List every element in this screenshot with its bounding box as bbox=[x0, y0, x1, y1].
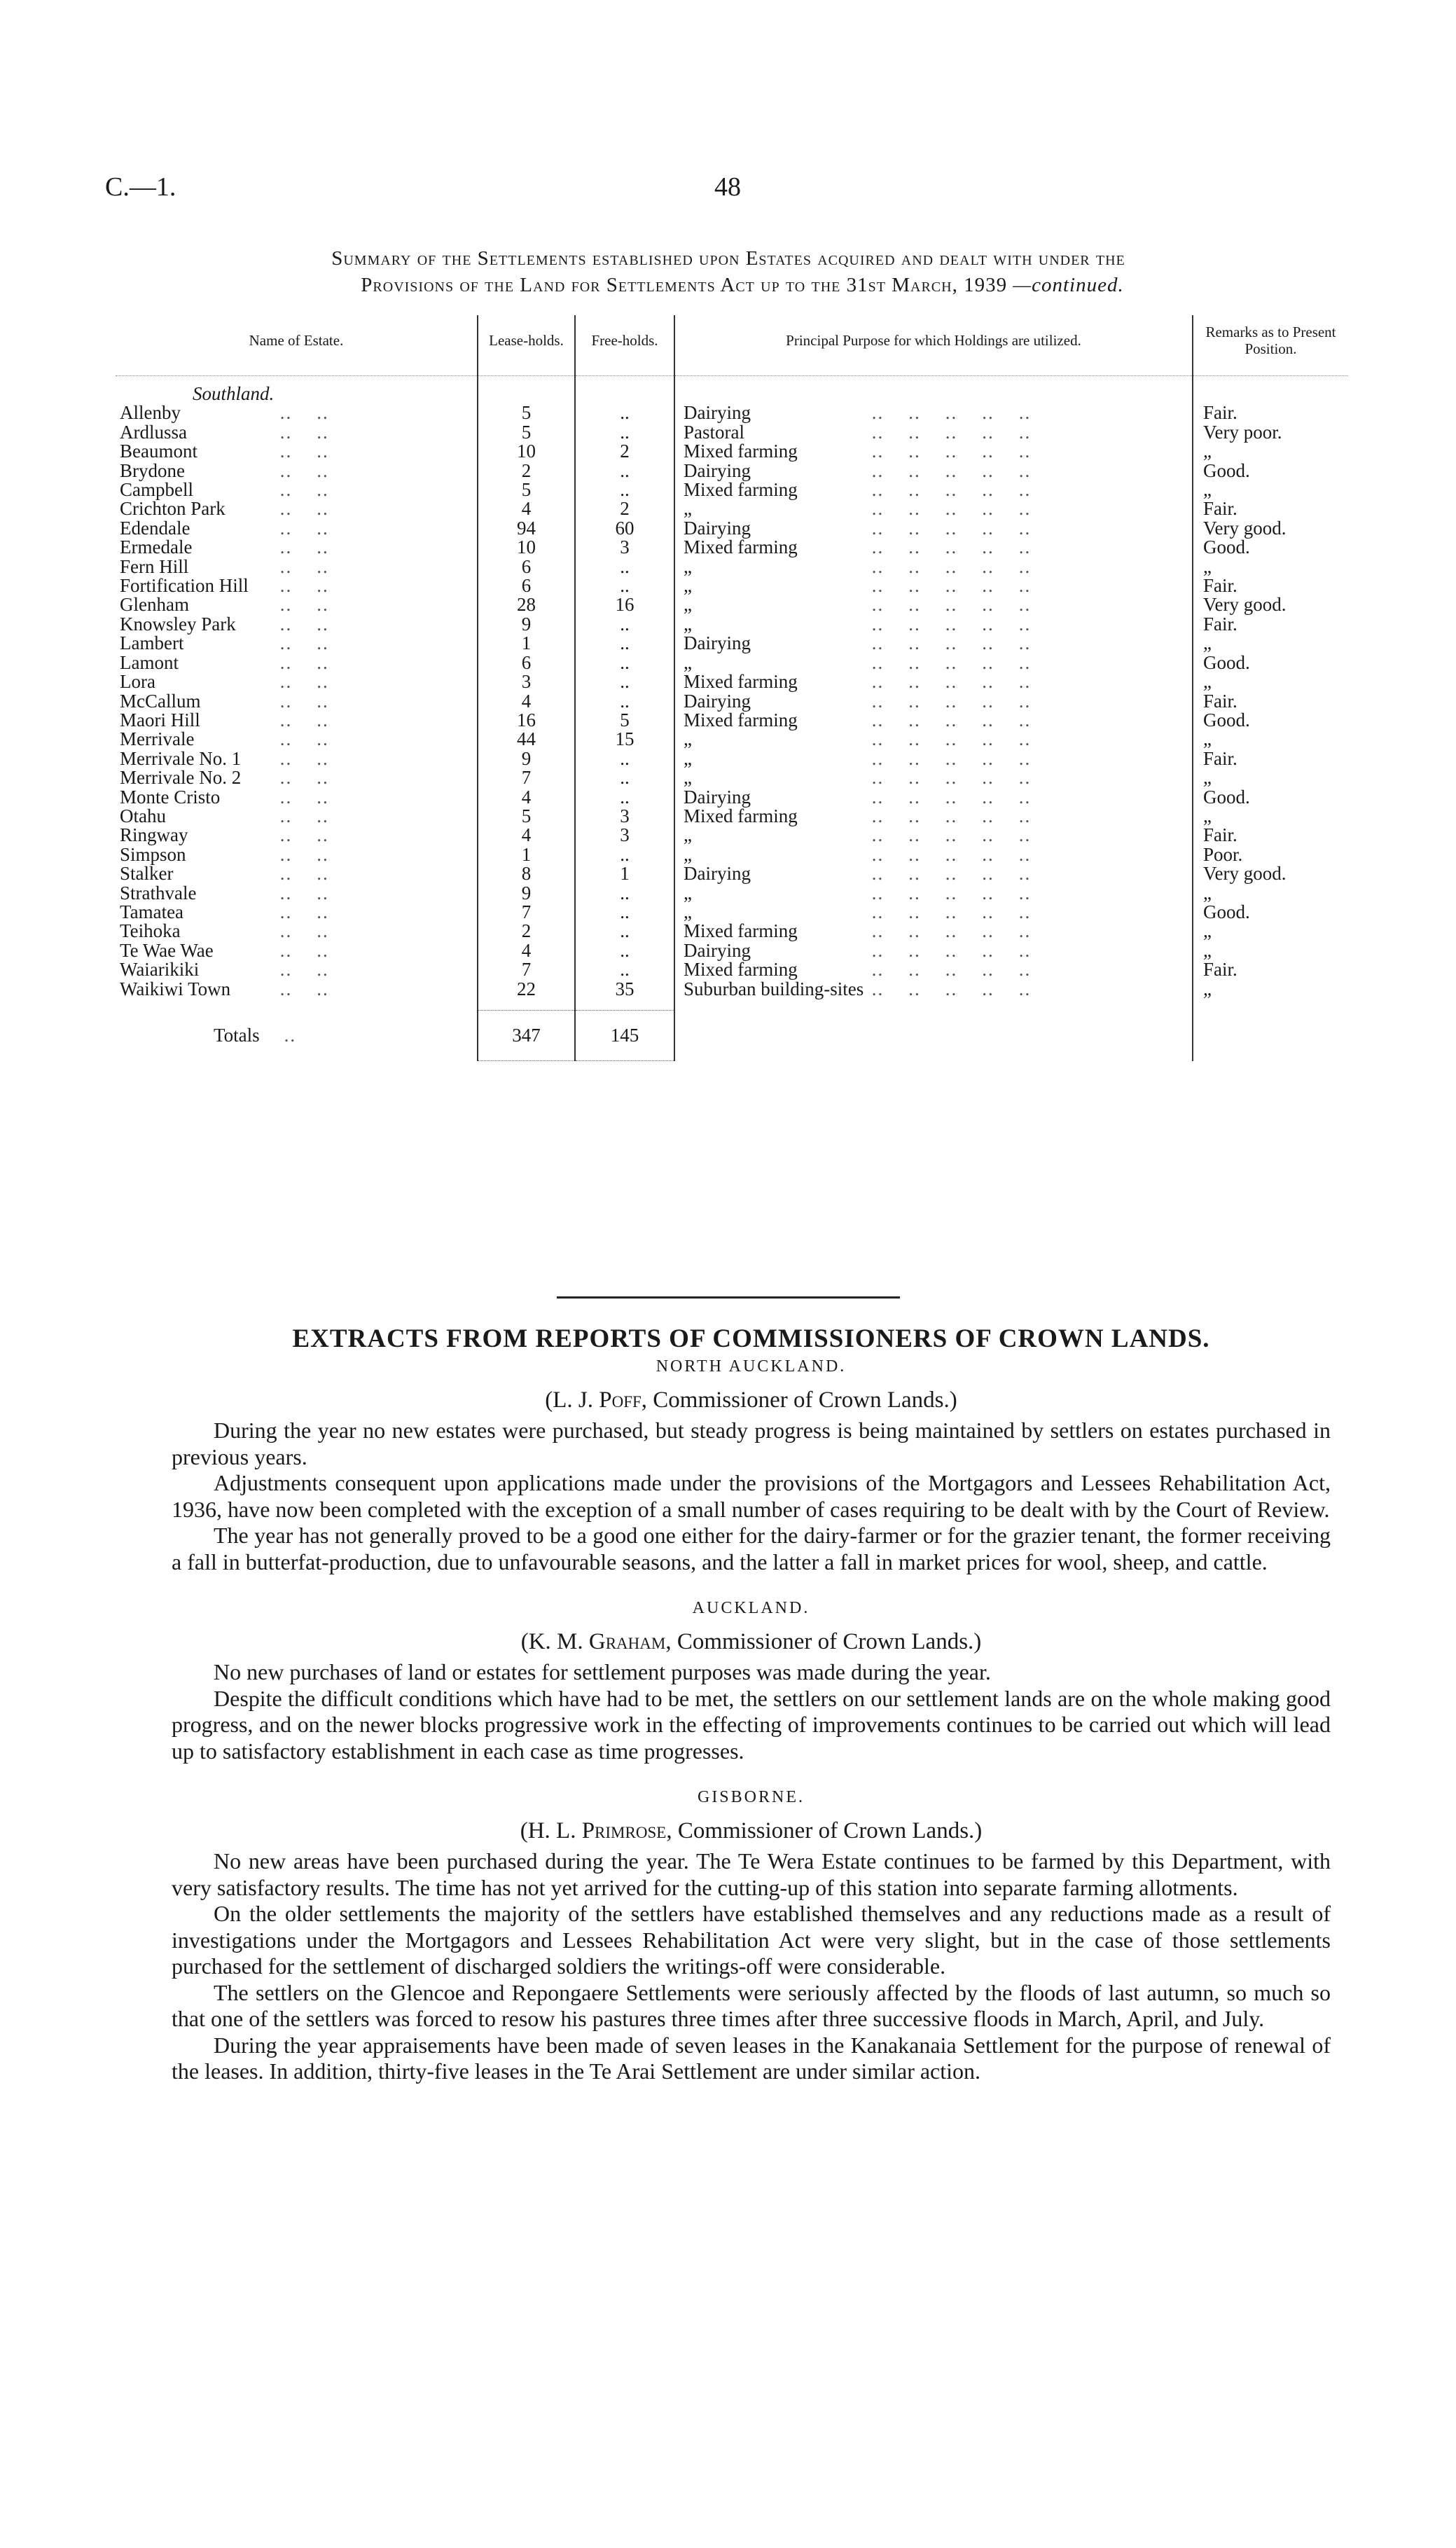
remark-cell: Good. bbox=[1203, 651, 1250, 673]
remark-cell: Good. bbox=[1203, 901, 1250, 922]
remark-cell: Fair. bbox=[1203, 613, 1237, 635]
report-paragraph: During the year no new estates were purchased, but steady progress is being maintained by settlers on estates purchased in previous years. bbox=[172, 1418, 1331, 1469]
estate-name: Fern Hill .. .. bbox=[120, 555, 329, 577]
header-remarks: Remarks as to Present Position. bbox=[1193, 315, 1348, 376]
freeholds-cell: .. bbox=[575, 576, 674, 595]
estate-name: Teihoka .. .. bbox=[120, 920, 329, 942]
remark-cell: Poor. bbox=[1203, 843, 1243, 865]
leaseholds-cell: 16 bbox=[478, 711, 575, 730]
totals-label: Totals .. bbox=[214, 1025, 297, 1046]
totals-row bbox=[116, 1011, 1348, 1061]
leaseholds-cell: 7 bbox=[478, 903, 575, 922]
leaseholds-cell: 2 bbox=[478, 462, 575, 480]
purpose-cell: Mixed farming .. .. .. .. .. bbox=[674, 538, 1193, 557]
leaseholds-cell: 6 bbox=[478, 576, 575, 595]
freeholds-cell: 3 bbox=[575, 826, 674, 845]
table-row bbox=[116, 941, 1348, 960]
leaseholds-cell: 8 bbox=[478, 864, 575, 883]
purpose-cell: Pastoral .. .. .. .. .. bbox=[674, 423, 1193, 442]
table-row bbox=[116, 711, 1348, 730]
commissioner-name: L. J. Poff bbox=[553, 1387, 642, 1413]
purpose-cell: Mixed farming .. .. .. .. .. bbox=[674, 807, 1193, 826]
estate-name: Waiarikiki .. .. bbox=[120, 959, 329, 981]
remark-cell: „ bbox=[1203, 671, 1212, 693]
estate-name: Merrivale .. .. bbox=[120, 728, 329, 750]
freeholds-cell: .. bbox=[575, 462, 674, 480]
spacer-row bbox=[116, 999, 1348, 1011]
purpose-cell: Dairying .. .. .. .. .. bbox=[674, 403, 1193, 422]
remark-cell: „ bbox=[1203, 978, 1212, 999]
table-row bbox=[116, 692, 1348, 711]
estates-table-wrapper bbox=[116, 315, 1348, 1061]
freeholds-cell: .. bbox=[575, 558, 674, 576]
estate-name: Strathvale .. .. bbox=[120, 882, 329, 903]
leaseholds-cell: 2 bbox=[478, 922, 575, 941]
report-paragraph: During the year appraisements have been made of seven leases in the Kanakanaia Settlement for the purpose of renewal of the leases. In addition, thirty-five leases in the Te Arai Settlement are under similar action. bbox=[172, 2032, 1331, 2084]
commissioner-line: (L. J. Poff, Commissioner of Crown Lands.) bbox=[545, 1387, 957, 1413]
table-row bbox=[116, 807, 1348, 826]
purpose-cell: „ .. .. .. .. .. bbox=[674, 884, 1193, 903]
leaseholds-cell: 4 bbox=[478, 826, 575, 845]
table-row bbox=[116, 538, 1348, 557]
remark-cell: Fair. bbox=[1203, 402, 1237, 424]
estate-name: Te Wae Wae .. .. bbox=[120, 939, 329, 961]
purpose-cell: „ .. .. .. .. .. bbox=[674, 653, 1193, 672]
table-row bbox=[116, 403, 1348, 422]
report-paragraph: No new purchases of land or estates for settlement purposes was made during the year. bbox=[214, 1659, 991, 1684]
purpose-cell: „ .. .. .. .. .. bbox=[674, 558, 1193, 576]
remark-cell: Fair. bbox=[1203, 690, 1237, 712]
table-row bbox=[116, 826, 1348, 845]
remark-cell: Very good. bbox=[1203, 594, 1287, 616]
freeholds-cell: .. bbox=[575, 749, 674, 768]
freeholds-cell: .. bbox=[575, 403, 674, 422]
table-row bbox=[116, 960, 1348, 979]
table-row bbox=[116, 442, 1348, 461]
table-row bbox=[116, 499, 1348, 518]
estate-name: Lora .. .. bbox=[120, 671, 329, 693]
commissioner-name: K. M. Graham bbox=[528, 1629, 666, 1654]
freeholds-cell: 16 bbox=[575, 595, 674, 614]
remark-cell: Fair. bbox=[1203, 575, 1237, 597]
freeholds-cell: 15 bbox=[575, 730, 674, 749]
leaseholds-cell: 9 bbox=[478, 615, 575, 634]
remark-cell: Very good. bbox=[1203, 863, 1287, 885]
table-row bbox=[116, 480, 1348, 499]
purpose-cell: Dairying .. .. .. .. .. bbox=[674, 692, 1193, 711]
estate-name: Brydone .. .. bbox=[120, 459, 329, 481]
commissioner-line: (K. M. Graham, Commissioner of Crown Lands.) bbox=[520, 1629, 982, 1654]
table-row bbox=[116, 615, 1348, 634]
purpose-cell: „ .. .. .. .. .. bbox=[674, 615, 1193, 634]
table-row bbox=[116, 730, 1348, 749]
leaseholds-cell: 9 bbox=[478, 749, 575, 768]
leaseholds-cell: 4 bbox=[478, 499, 575, 518]
purpose-cell: „ .. .. .. .. .. bbox=[674, 749, 1193, 768]
estate-name: Lamont .. .. bbox=[120, 651, 329, 673]
estate-name: Otahu .. .. bbox=[120, 805, 329, 826]
estate-name: Beaumont .. .. bbox=[120, 441, 329, 462]
freeholds-cell: 3 bbox=[575, 538, 674, 557]
estate-name: Waikiwi Town .. .. bbox=[120, 978, 329, 999]
table-row bbox=[116, 922, 1348, 941]
remark-cell: „ bbox=[1203, 479, 1212, 501]
purpose-cell: Dairying .. .. .. .. .. bbox=[674, 941, 1193, 960]
leaseholds-cell: 28 bbox=[478, 595, 575, 614]
freeholds-cell: 5 bbox=[575, 711, 674, 730]
table-row bbox=[116, 845, 1348, 864]
remark-cell: Very good. bbox=[1203, 517, 1287, 539]
summary-title-text: Provisions of the Land for Settlements Act up to the 31st March, 1939 bbox=[361, 274, 1008, 296]
freeholds-cell: 3 bbox=[575, 807, 674, 826]
freeholds-cell: .. bbox=[575, 960, 674, 979]
header-purpose: Principal Purpose for which Holdings are utilized. bbox=[674, 315, 1193, 376]
totals-leaseholds: 347 bbox=[478, 1011, 575, 1061]
summary-title-suffix: —continued. bbox=[1013, 274, 1124, 296]
table-row bbox=[116, 749, 1348, 768]
freeholds-cell: 60 bbox=[575, 519, 674, 538]
freeholds-cell: .. bbox=[575, 941, 674, 960]
freeholds-cell: .. bbox=[575, 788, 674, 807]
commissioner-role: , Commissioner of Crown Lands.) bbox=[666, 1818, 983, 1843]
remark-cell: Good. bbox=[1203, 536, 1250, 558]
leaseholds-cell: 9 bbox=[478, 884, 575, 903]
estate-name: Tamatea .. .. bbox=[120, 901, 329, 922]
page-number: 48 bbox=[714, 172, 741, 202]
freeholds-cell: .. bbox=[575, 423, 674, 442]
freeholds-cell: .. bbox=[575, 653, 674, 672]
table-row bbox=[116, 634, 1348, 653]
leaseholds-cell: 94 bbox=[478, 519, 575, 538]
commissioner-name: H. L. Primrose bbox=[527, 1818, 667, 1843]
estate-name: Edendale .. .. bbox=[120, 517, 329, 539]
table-row bbox=[116, 462, 1348, 480]
purpose-cell: Mixed farming .. .. .. .. .. bbox=[674, 442, 1193, 461]
purpose-cell: „ .. .. .. .. .. bbox=[674, 903, 1193, 922]
report-paragraph: The year has not generally proved to be a good one either for the dairy-farmer or for the grazier tenant, the former receiving a fall in butterfat-production, due to unfavourable seasons, and the latter a fall in market prices for wool, sheep, and cattle. bbox=[172, 1523, 1331, 1574]
leaseholds-cell: 5 bbox=[478, 807, 575, 826]
header-name: Name of Estate. bbox=[116, 315, 478, 376]
freeholds-cell: .. bbox=[575, 634, 674, 653]
freeholds-cell: .. bbox=[575, 672, 674, 691]
summary-title bbox=[105, 245, 1352, 298]
summary-title-line-2 bbox=[105, 272, 1352, 298]
commissioner-role: , Commissioner of Crown Lands.) bbox=[665, 1629, 982, 1654]
leaseholds-cell: 10 bbox=[478, 442, 575, 461]
freeholds-cell: .. bbox=[575, 922, 674, 941]
estate-name: Ardlussa .. .. bbox=[120, 421, 329, 443]
table-row bbox=[116, 576, 1348, 595]
remark-cell: „ bbox=[1203, 767, 1212, 789]
estate-name: Campbell .. .. bbox=[120, 479, 329, 501]
estate-name: Allenby .. .. bbox=[120, 402, 329, 424]
purpose-cell: Dairying .. .. .. .. .. bbox=[674, 519, 1193, 538]
table-row bbox=[116, 519, 1348, 538]
table-row bbox=[116, 558, 1348, 576]
leaseholds-cell: 1 bbox=[478, 845, 575, 864]
table-row bbox=[116, 595, 1348, 614]
commissioner-role: , Commissioner of Crown Lands.) bbox=[641, 1387, 957, 1413]
estate-name: Simpson .. .. bbox=[120, 843, 329, 865]
table-row bbox=[116, 423, 1348, 442]
leaseholds-cell: 6 bbox=[478, 558, 575, 576]
estate-name: McCallum .. .. bbox=[120, 690, 329, 712]
report-paragraph: No new areas have been purchased during the year. The Te Wera Estate continues to be farmed by this Department, with very satisfactory results. The time has not yet arrived for the cutting-up of this station into separate farming allotments. bbox=[172, 1848, 1331, 1900]
table-body bbox=[116, 376, 1348, 1061]
purpose-cell: „ .. .. .. .. .. bbox=[674, 499, 1193, 518]
purpose-cell: Dairying .. .. .. .. .. bbox=[674, 462, 1193, 480]
purpose-cell: Mixed farming .. .. .. .. .. bbox=[674, 480, 1193, 499]
estate-name: Fortification Hill .. .. bbox=[120, 575, 329, 597]
freeholds-cell: .. bbox=[575, 884, 674, 903]
freeholds-cell: .. bbox=[575, 768, 674, 787]
remark-cell: „ bbox=[1203, 555, 1212, 577]
remark-cell: Fair. bbox=[1203, 959, 1237, 981]
estate-name: Maori Hill .. .. bbox=[120, 709, 329, 731]
remark-cell: „ bbox=[1203, 728, 1212, 750]
remark-cell: Fair. bbox=[1203, 498, 1237, 520]
summary-title-line-1: Summary of the Settlements established upon Estates acquired and dealt with under the bbox=[331, 247, 1125, 270]
region-heading: NORTH AUCKLAND. bbox=[656, 1357, 847, 1376]
leaseholds-cell: 44 bbox=[478, 730, 575, 749]
purpose-cell: Mixed farming .. .. .. .. .. bbox=[674, 711, 1193, 730]
purpose-cell: Dairying .. .. .. .. .. bbox=[674, 864, 1193, 883]
estate-name: Glenham .. .. bbox=[120, 594, 329, 616]
freeholds-cell: .. bbox=[575, 692, 674, 711]
totals-freeholds: 145 bbox=[575, 1011, 674, 1061]
leaseholds-cell: 4 bbox=[478, 788, 575, 807]
purpose-cell: „ .. .. .. .. .. bbox=[674, 576, 1193, 595]
leaseholds-cell: 5 bbox=[478, 423, 575, 442]
document-reference: C.—1. bbox=[105, 172, 176, 202]
section-row bbox=[116, 376, 1348, 404]
section-label: Southland. bbox=[193, 383, 275, 404]
leaseholds-cell: 5 bbox=[478, 403, 575, 422]
purpose-cell: „ .. .. .. .. .. bbox=[674, 768, 1193, 787]
purpose-cell: Mixed farming .. .. .. .. .. bbox=[674, 672, 1193, 691]
table-row bbox=[116, 788, 1348, 807]
section-divider bbox=[557, 1296, 900, 1299]
leaseholds-cell: 4 bbox=[478, 941, 575, 960]
leaseholds-cell: 5 bbox=[478, 480, 575, 499]
table-row bbox=[116, 903, 1348, 922]
table-row bbox=[116, 864, 1348, 883]
extracts-title: EXTRACTS FROM REPORTS OF COMMISSIONERS OF CROWN LANDS. bbox=[292, 1324, 1210, 1353]
extracts-section bbox=[172, 1324, 1331, 2085]
remark-cell: „ bbox=[1203, 939, 1212, 961]
header-freeholds: Free-holds. bbox=[575, 315, 674, 376]
estate-name: Knowsley Park .. .. bbox=[120, 613, 329, 635]
freeholds-cell: .. bbox=[575, 903, 674, 922]
remark-cell: Good. bbox=[1203, 786, 1250, 808]
leaseholds-cell: 4 bbox=[478, 692, 575, 711]
remark-cell: Fair. bbox=[1203, 747, 1237, 769]
estate-name: Merrivale No. 2 .. .. bbox=[120, 767, 329, 789]
freeholds-cell: 1 bbox=[575, 864, 674, 883]
leaseholds-cell: 7 bbox=[478, 960, 575, 979]
estates-table bbox=[116, 315, 1348, 1061]
purpose-cell: „ .. .. .. .. .. bbox=[674, 845, 1193, 864]
region-heading: AUCKLAND. bbox=[692, 1599, 810, 1617]
freeholds-cell: 2 bbox=[575, 442, 674, 461]
table-header-row bbox=[116, 315, 1348, 376]
leaseholds-cell: 22 bbox=[478, 980, 575, 999]
purpose-cell: Dairying .. .. .. .. .. bbox=[674, 634, 1193, 653]
remark-cell: Good. bbox=[1203, 459, 1250, 481]
leaseholds-cell: 3 bbox=[478, 672, 575, 691]
table-row bbox=[116, 768, 1348, 787]
remark-cell: „ bbox=[1203, 441, 1212, 462]
freeholds-cell: 35 bbox=[575, 980, 674, 999]
purpose-cell: Mixed farming .. .. .. .. .. bbox=[674, 922, 1193, 941]
purpose-cell: „ .. .. .. .. .. bbox=[674, 595, 1193, 614]
remark-cell: „ bbox=[1203, 805, 1212, 826]
purpose-cell: „ .. .. .. .. .. bbox=[674, 826, 1193, 845]
page-header bbox=[105, 172, 1338, 214]
report-paragraph: The settlers on the Glencoe and Repongaere Settlements were seriously affected by the floods of last autumn, so much so that one of the settlers was forced to resow his pastures three times after three successive floods in March, April, and July. bbox=[172, 1979, 1331, 2031]
report-paragraph: Despite the difficult conditions which have had to be met, the settlers on our settlement lands are on the whole making good progress, and on the newer blocks progressive work in the effecting of improvements continues to be carried out which will lead up to satisfactory establishment in each case as time progresses. bbox=[172, 1685, 1331, 1764]
purpose-cell: Suburban building-sites .. .. .. .. .. bbox=[674, 980, 1193, 999]
report-paragraph: Adjustments consequent upon applications made under the provisions of the Mortgagors and Lessees Rehabilitation Act, 1936, have now been completed with the exception of a small number of cases requiring to be dealt with by the Court of Review. bbox=[172, 1470, 1331, 1522]
remark-cell: „ bbox=[1203, 882, 1212, 903]
freeholds-cell: .. bbox=[575, 845, 674, 864]
leaseholds-cell: 7 bbox=[478, 768, 575, 787]
leaseholds-cell: 6 bbox=[478, 653, 575, 672]
table-row bbox=[116, 653, 1348, 672]
estate-name: Ringway .. .. bbox=[120, 824, 329, 846]
purpose-cell: „ .. .. .. .. .. bbox=[674, 730, 1193, 749]
remark-cell: Good. bbox=[1203, 709, 1250, 731]
purpose-cell: Mixed farming .. .. .. .. .. bbox=[674, 960, 1193, 979]
report-paragraph: On the older settlements the majority of the settlers have established themselves and any reductions made as a result of investigations under the Mortgagors and Lessees Rehabilitation Act were very slight, but in the case of those settlements purchased for the settlement of discharged soldiers the writings-off were considerable. bbox=[172, 1901, 1331, 1979]
commissioner-line: (H. L. Primrose, Commissioner of Crown Lands.) bbox=[520, 1818, 983, 1843]
freeholds-cell: .. bbox=[575, 480, 674, 499]
remark-cell: „ bbox=[1203, 632, 1212, 654]
table-row bbox=[116, 884, 1348, 903]
estate-name: Lambert .. .. bbox=[120, 632, 329, 654]
purpose-cell: Dairying .. .. .. .. .. bbox=[674, 788, 1193, 807]
table-row bbox=[116, 980, 1348, 999]
header-leaseholds: Lease-holds. bbox=[478, 315, 575, 376]
freeholds-cell: .. bbox=[575, 615, 674, 634]
freeholds-cell: 2 bbox=[575, 499, 674, 518]
leaseholds-cell: 10 bbox=[478, 538, 575, 557]
leaseholds-cell: 1 bbox=[478, 634, 575, 653]
remark-cell: „ bbox=[1203, 920, 1212, 942]
estate-name: Stalker .. .. bbox=[120, 863, 329, 885]
remark-cell: Fair. bbox=[1203, 824, 1237, 846]
estate-name: Merrivale No. 1 .. .. bbox=[120, 747, 329, 769]
estate-name: Ermedale .. .. bbox=[120, 536, 329, 558]
region-heading: GISBORNE. bbox=[697, 1788, 805, 1806]
remark-cell: Very poor. bbox=[1203, 421, 1282, 443]
table-row bbox=[116, 672, 1348, 691]
estate-name: Crichton Park .. .. bbox=[120, 498, 329, 520]
estate-name: Monte Cristo .. .. bbox=[120, 786, 329, 808]
